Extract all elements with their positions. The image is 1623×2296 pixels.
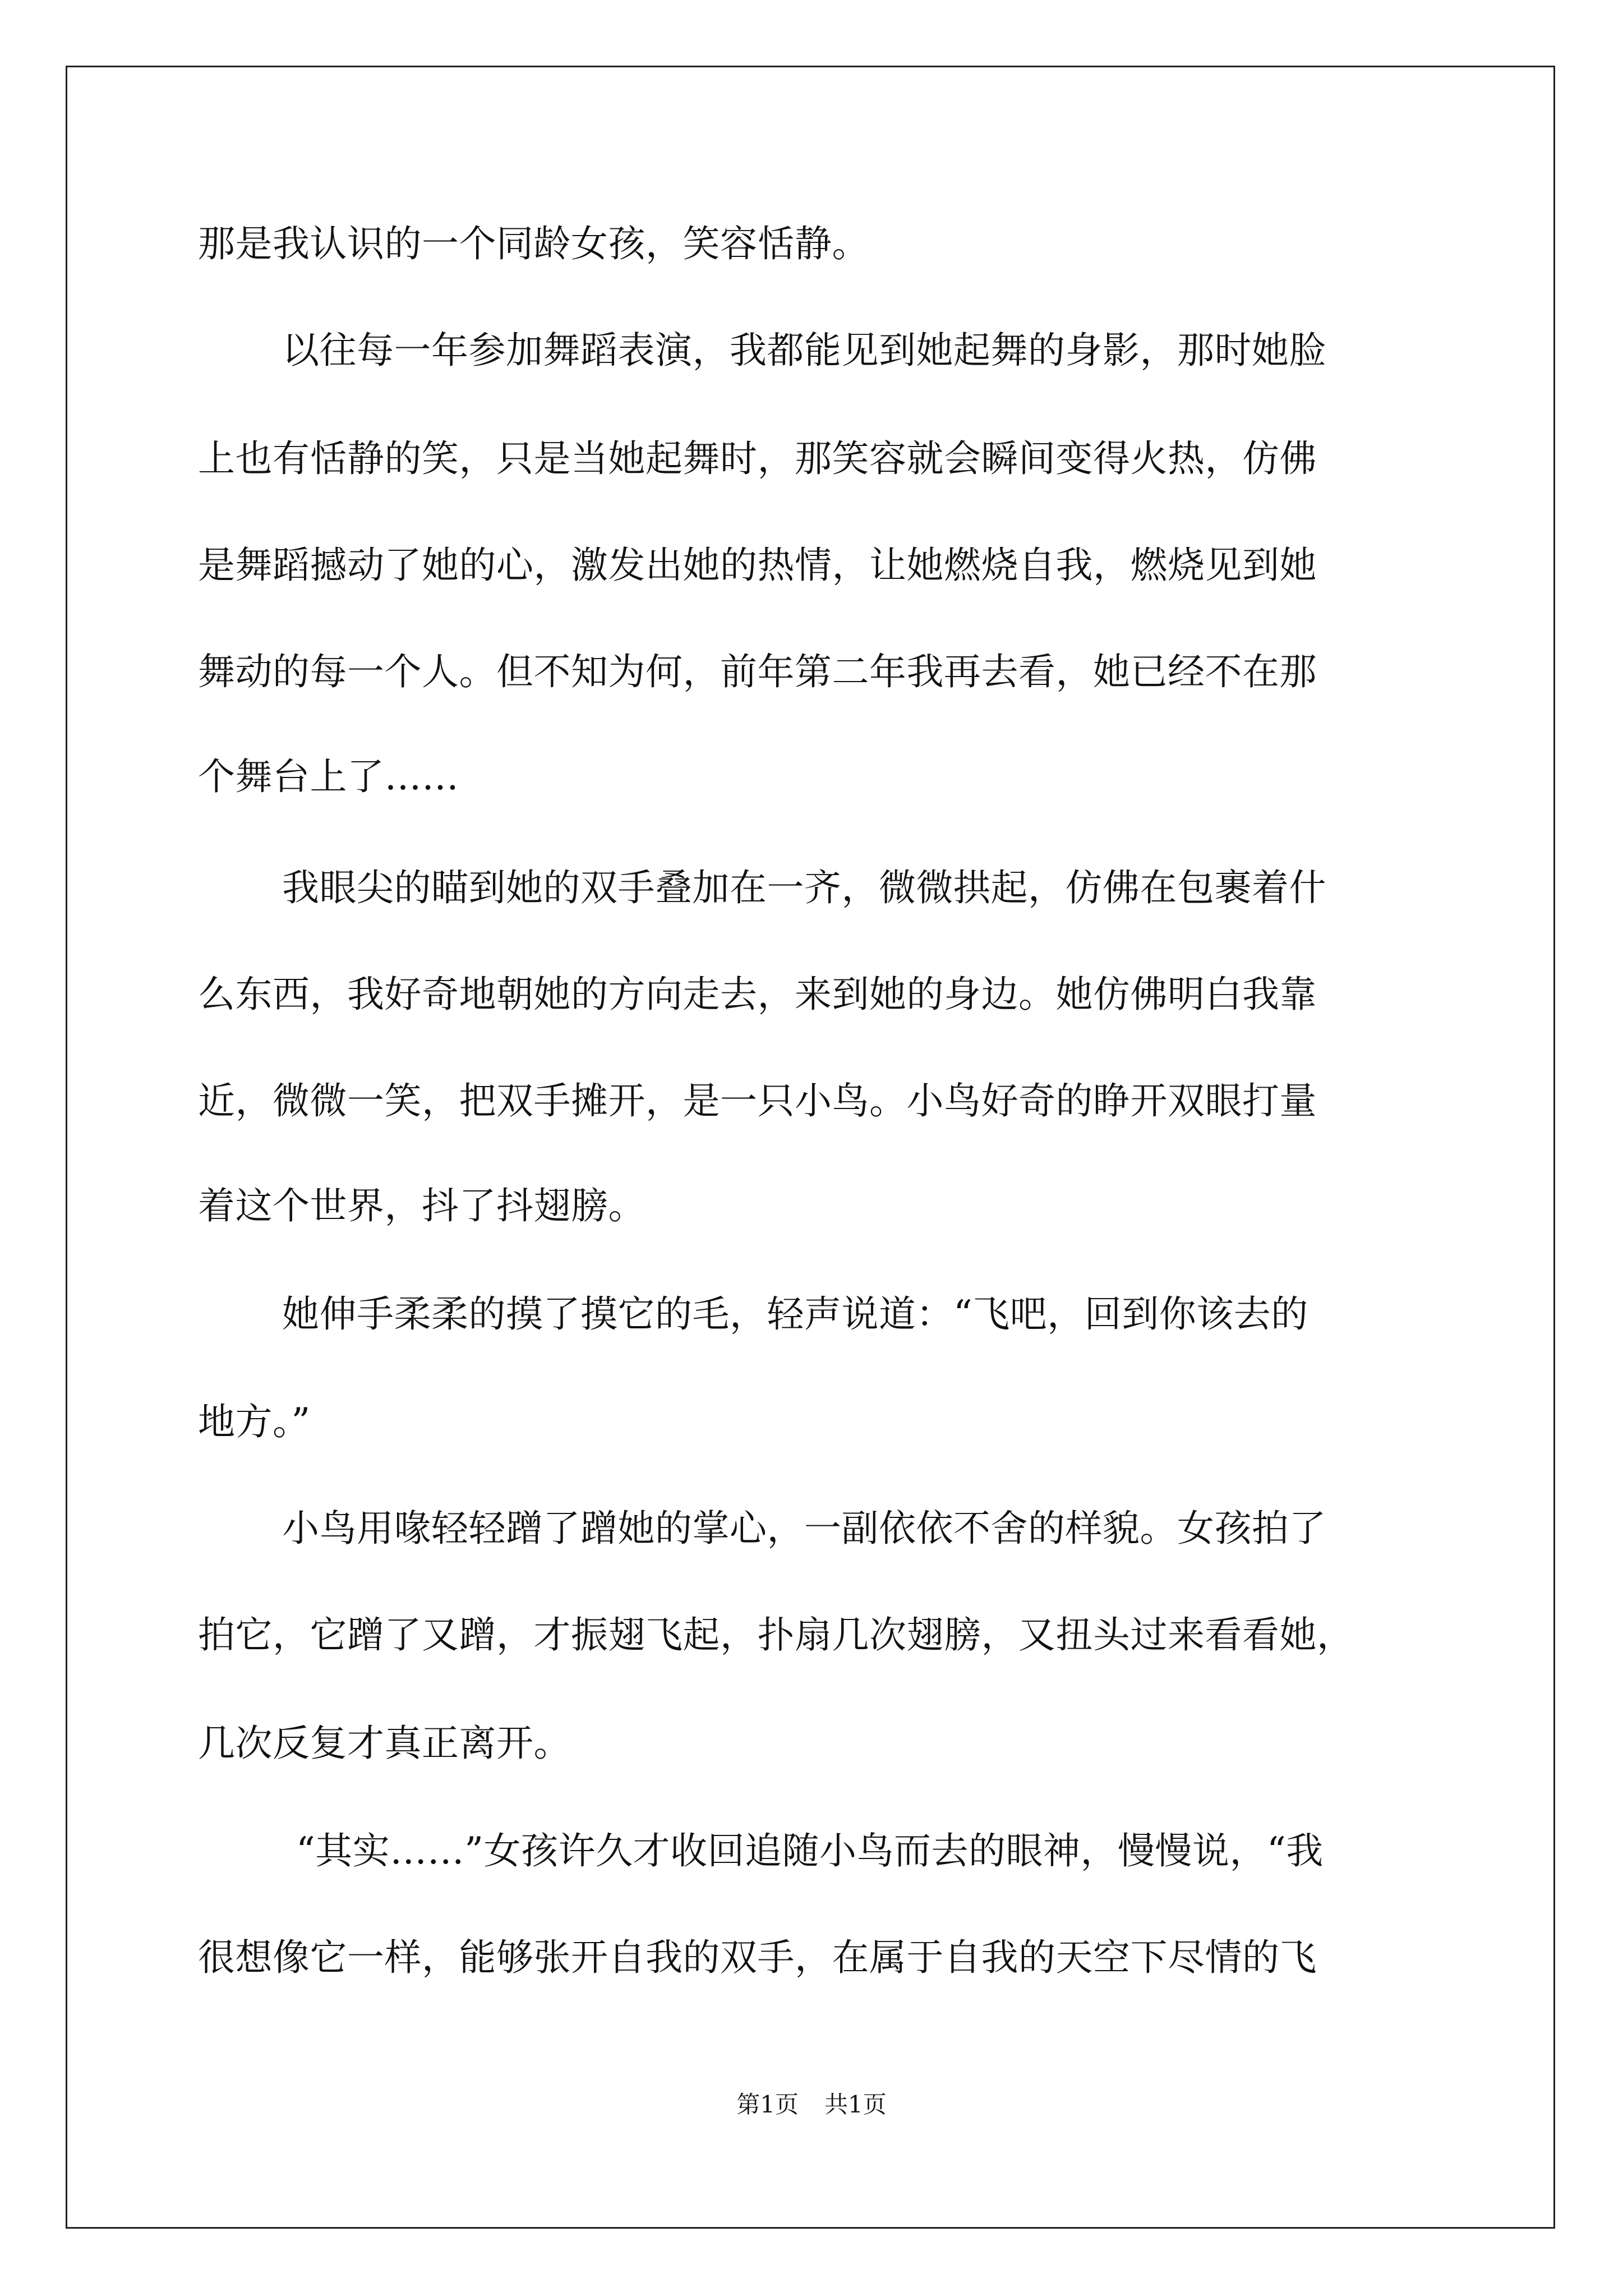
text-line: 上也有恬静的笑，只是当她起舞时，那笑容就会瞬间变得火热，仿佛 bbox=[198, 437, 1317, 480]
page-number: 第1页 bbox=[736, 2091, 799, 2118]
paragraph-first-line: 以往每一年参加舞蹈表演，我都能见到她起舞的身影，那时她脸 bbox=[282, 329, 1326, 372]
page-count: 共1页 bbox=[824, 2091, 887, 2118]
text-line: 着这个世界，抖了抖翅膀。 bbox=[198, 1184, 645, 1227]
text-line: 是舞蹈撼动了她的心，激发出她的热情，让她燃烧自我，燃烧见到她 bbox=[198, 544, 1317, 587]
page-footer bbox=[0, 2088, 1623, 2122]
paragraph-first-line: 她伸手柔柔的摸了摸它的毛，轻声说道：“飞吧，回到你该去的 bbox=[282, 1292, 1308, 1336]
text-line: 那是我认识的一个同龄女孩，笑容恬静。 bbox=[198, 222, 869, 265]
text-line: 拍它，它蹭了又蹭，才振翅飞起，扑扇几次翅膀，又扭头过来看看她， bbox=[198, 1613, 1354, 1657]
paragraph-first-line: “其实……”女孩许久才收回追随小鸟而去的眼神，慢慢说，“我 bbox=[296, 1829, 1324, 1872]
text-line: 几次反复才真正离开。 bbox=[198, 1722, 571, 1765]
text-line: 近，微微一笑，把双手摊开，是一只小鸟。小鸟好奇的睁开双眼打量 bbox=[198, 1079, 1317, 1122]
text-line: 舞动的每一个人。但不知为何，前年第二年我再去看，她已经不在那 bbox=[198, 650, 1317, 693]
page-border bbox=[66, 66, 1555, 2229]
paragraph-first-line: 小鸟用喙轻轻蹭了蹭她的掌心，一副依依不舍的样貌。女孩拍了 bbox=[282, 1507, 1326, 1550]
text-line: 么东西，我好奇地朝她的方向走去，来到她的身边。她仿佛明白我靠 bbox=[198, 973, 1317, 1016]
text-line: 个舞台上了…… bbox=[198, 755, 459, 798]
text-line: 地方。” bbox=[198, 1400, 311, 1443]
paragraph-first-line: 我眼尖的瞄到她的双手叠加在一齐，微微拱起，仿佛在包裹着什 bbox=[282, 866, 1326, 909]
text-line: 很想像它一样，能够张开自我的双手，在属于自我的天空下尽情的飞 bbox=[198, 1936, 1317, 1979]
